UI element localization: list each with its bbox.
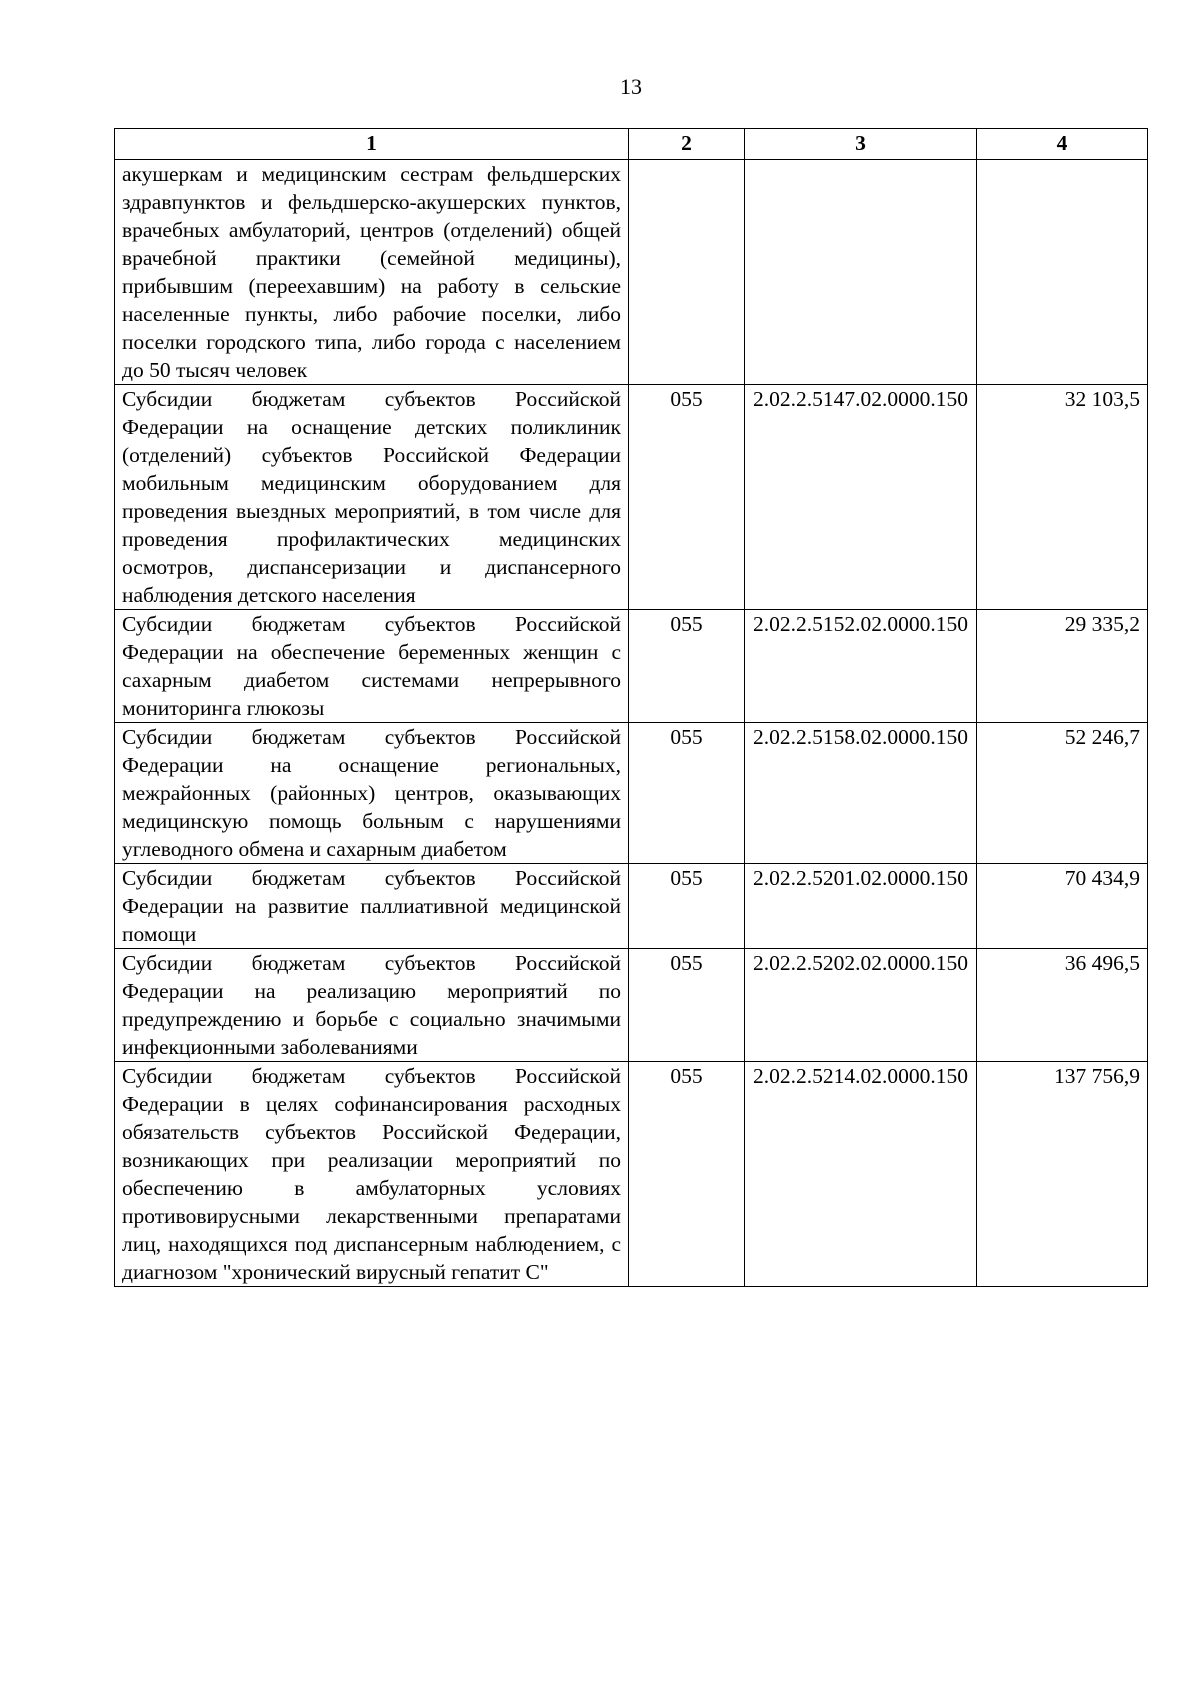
- row-budget-code: 2.02.2.5158.02.0000.150: [745, 723, 977, 864]
- row-budget-code: 2.02.2.5214.02.0000.150: [745, 1062, 977, 1287]
- row-budget-code: 2.02.2.5152.02.0000.150: [745, 610, 977, 723]
- row-budget-code: 2.02.2.5201.02.0000.150: [745, 864, 977, 949]
- row-amount: 137 756,9: [977, 1062, 1148, 1287]
- row-description: акушеркам и медицинским сестрам фельдшерских здравпунктов и фельдшерско-акушерских пунктов, врачебных амбулаторий, центров (отделений) общей врачебной практики (семейной медицины), прибывшим (переехавшим) на работу в сельские населенные пункты, либо рабочие поселки, либо поселки городского типа, либо города с населением до 50 тысяч человек: [115, 160, 629, 385]
- table-row: [115, 723, 1148, 864]
- row-amount: [977, 160, 1148, 385]
- row-description: Субсидии бюджетам субъектов Российской Федерации на оснащение региональных, межрайонных (районных) центров, оказывающих медицинскую помощь больным с нарушениями углеводного обмена и сахарным диабетом: [115, 723, 629, 864]
- row-amount: 52 246,7: [977, 723, 1148, 864]
- row-description: Субсидии бюджетам субъектов Российской Федерации на оснащение детских поликлиник (отделений) субъектов Российской Федерации мобильным медицинским оборудованием для проведения выездных мероприятий, в том числе для проведения профилактических медицинских осмотров, диспансеризации и диспансерного наблюдения детского населения: [115, 385, 629, 610]
- row-admin-code: 055: [629, 1062, 745, 1287]
- row-amount: 70 434,9: [977, 864, 1148, 949]
- header-row: [115, 129, 1148, 160]
- row-budget-code: 2.02.2.5202.02.0000.150: [745, 949, 977, 1062]
- row-description: Субсидии бюджетам субъектов Российской Федерации на развитие паллиативной медицинской помощи: [115, 864, 629, 949]
- table-row: [115, 949, 1148, 1062]
- row-admin-code: 055: [629, 385, 745, 610]
- table-row: [115, 1062, 1148, 1287]
- row-budget-code: 2.02.2.5147.02.0000.150: [745, 385, 977, 610]
- row-admin-code: 055: [629, 949, 745, 1062]
- col-header-1: 1: [115, 129, 629, 160]
- row-amount: 29 335,2: [977, 610, 1148, 723]
- table-row: [115, 864, 1148, 949]
- table-row: [115, 610, 1148, 723]
- row-admin-code: 055: [629, 610, 745, 723]
- col-header-4: 4: [977, 129, 1148, 160]
- row-budget-code: [745, 160, 977, 385]
- row-amount: 36 496,5: [977, 949, 1148, 1062]
- row-description: Субсидии бюджетам субъектов Российской Федерации на реализацию мероприятий по предупреждению и борьбе с социально значимыми инфекционными заболеваниями: [115, 949, 629, 1062]
- row-admin-code: 055: [629, 864, 745, 949]
- col-header-3: 3: [745, 129, 977, 160]
- row-admin-code: 055: [629, 723, 745, 864]
- row-amount: 32 103,5: [977, 385, 1148, 610]
- row-description: Субсидии бюджетам субъектов Российской Федерации на обеспечение беременных женщин с сахарным диабетом системами непрерывного мониторинга глюкозы: [115, 610, 629, 723]
- table-row: [115, 385, 1148, 610]
- page-number: 13: [620, 74, 642, 99]
- col-header-2: 2: [629, 129, 745, 160]
- row-description: Субсидии бюджетам субъектов Российской Федерации в целях софинансирования расходных обязательств субъектов Российской Федерации, возникающих при реализации мероприятий по обеспечению в амбулаторных условиях противовирусными лекарственными препаратами лиц, находящихся под диспансерным наблюдением, с диагнозом "хронический вирусный гепатит С": [115, 1062, 629, 1287]
- row-admin-code: [629, 160, 745, 385]
- budget-table: [114, 128, 1148, 1287]
- table-row: [115, 160, 1148, 385]
